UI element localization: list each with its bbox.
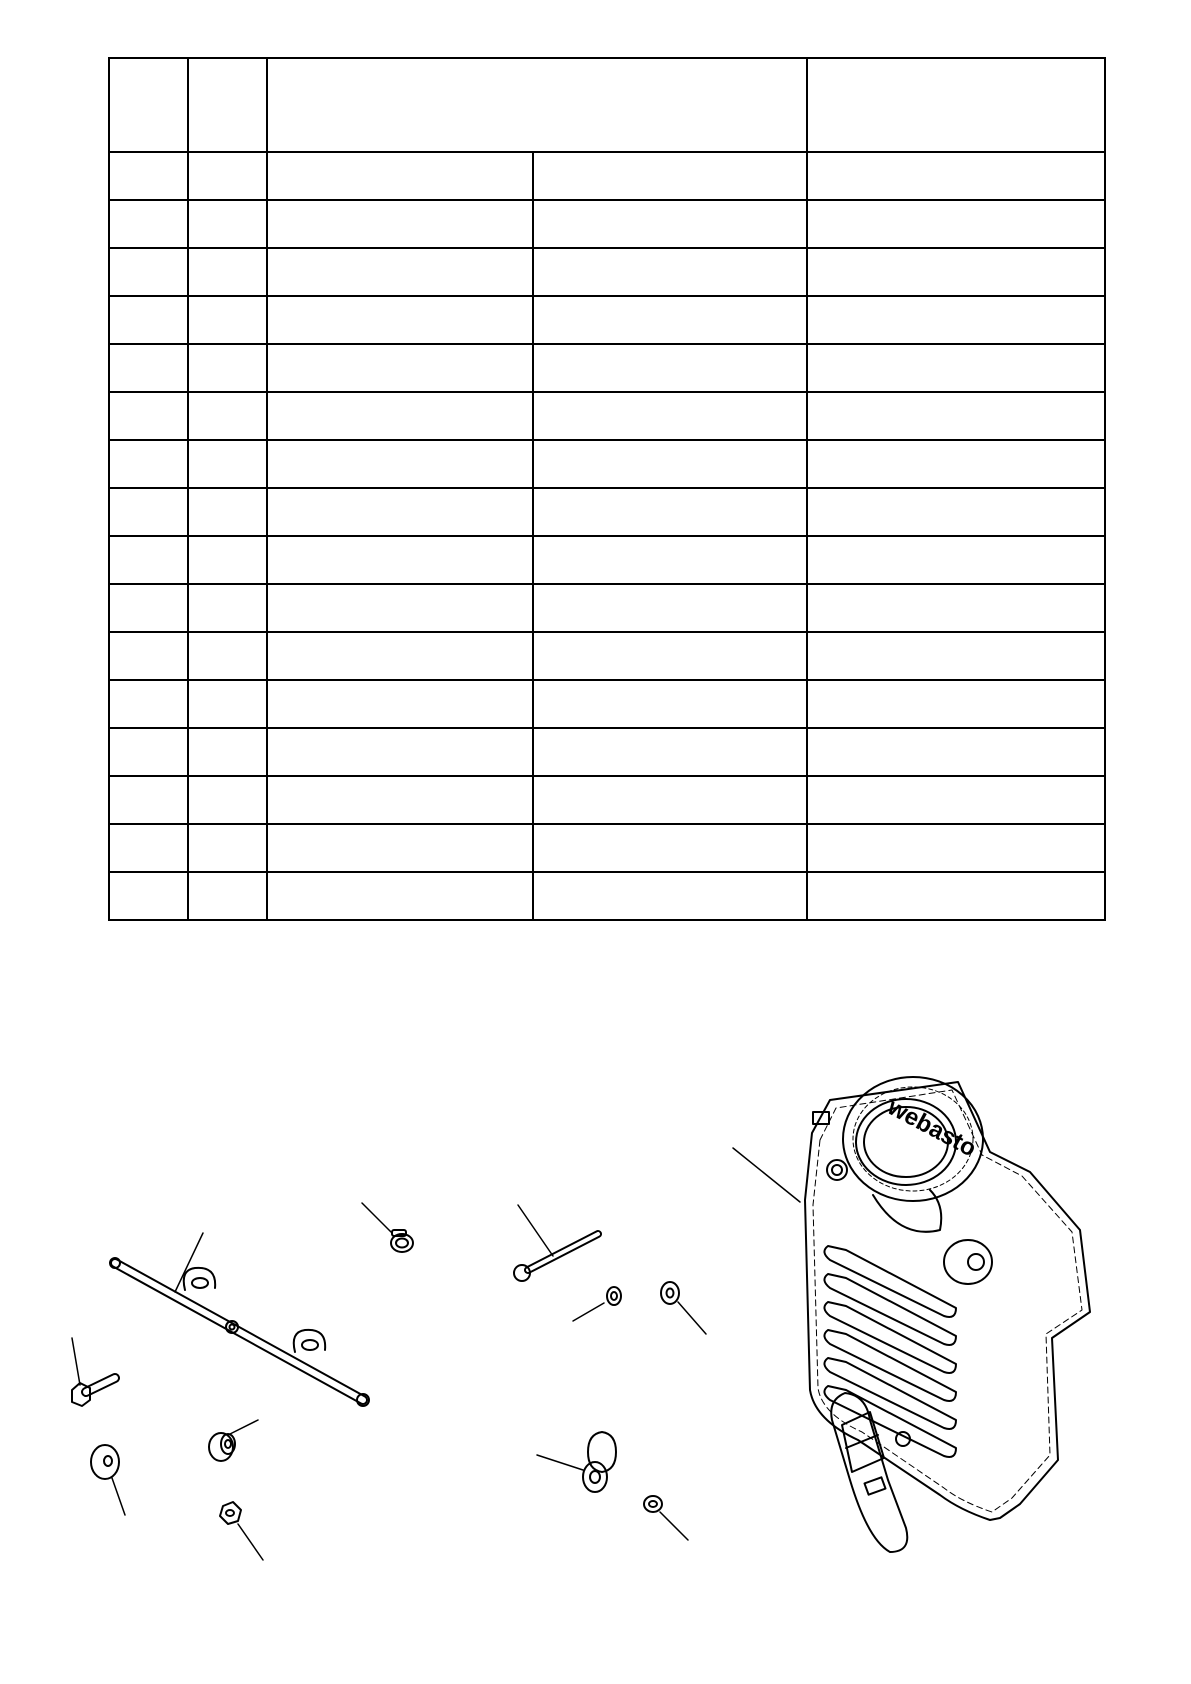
table-cell [188, 680, 267, 728]
table-cell [188, 488, 267, 536]
table-header-cell [267, 58, 807, 152]
rubber-mount-part [537, 1432, 616, 1492]
table-cell [188, 536, 267, 584]
table-cell [533, 344, 807, 392]
table-cell [109, 536, 188, 584]
table-cell [807, 536, 1105, 584]
table-cell [533, 248, 807, 296]
table-cell [188, 248, 267, 296]
table-cell [188, 344, 267, 392]
table-row [109, 488, 1105, 536]
table-row [109, 200, 1105, 248]
table-cell [188, 824, 267, 872]
table-cell [267, 440, 533, 488]
table-cell [533, 440, 807, 488]
table-cell [807, 824, 1105, 872]
table-cell [807, 344, 1105, 392]
table-cell [807, 392, 1105, 440]
table-cell [188, 776, 267, 824]
table-cell [267, 248, 533, 296]
table-cell [267, 632, 533, 680]
exploded-parts-illustration [0, 1000, 1191, 1640]
table-cell [109, 728, 188, 776]
table-cell [109, 872, 188, 920]
table-row [109, 872, 1105, 920]
table-cell [109, 776, 188, 824]
table-cell [188, 632, 267, 680]
table-row [109, 776, 1105, 824]
table-cell [267, 344, 533, 392]
table-cell [807, 152, 1105, 200]
table-cell [188, 584, 267, 632]
table-row [109, 680, 1105, 728]
table-cell [267, 536, 533, 584]
table-cell [109, 200, 188, 248]
pipe-bracket-part [110, 1233, 369, 1406]
table-cell [188, 392, 267, 440]
table-cell [267, 728, 533, 776]
table-cell [188, 296, 267, 344]
table-cell [109, 680, 188, 728]
table-cell [807, 680, 1105, 728]
table-cell [807, 632, 1105, 680]
table-cell [109, 344, 188, 392]
table-cell [533, 680, 807, 728]
table-row [109, 632, 1105, 680]
table-row [109, 536, 1105, 584]
table-cell [807, 872, 1105, 920]
table-row [109, 440, 1105, 488]
table-cell [267, 824, 533, 872]
table-header-row [109, 58, 1105, 152]
table-cell [267, 680, 533, 728]
flat-washer-left-part [91, 1445, 125, 1515]
table-cell [188, 872, 267, 920]
hose-clamp-part [362, 1203, 413, 1252]
table-row [109, 248, 1105, 296]
collar-bushing-part [209, 1420, 258, 1461]
table-cell [109, 488, 188, 536]
table-cell [188, 200, 267, 248]
tank-part [733, 1077, 1090, 1552]
table-cell [533, 872, 807, 920]
long-bolt-part [514, 1205, 598, 1281]
table-cell [109, 584, 188, 632]
table-cell [109, 152, 188, 200]
table-cell [109, 392, 188, 440]
flat-washer-right-part [661, 1282, 706, 1334]
brand-logo-text: webasto [883, 1093, 981, 1163]
table-row [109, 392, 1105, 440]
table-cell [533, 296, 807, 344]
table-row [109, 584, 1105, 632]
table-cell [267, 296, 533, 344]
table-cell [109, 632, 188, 680]
table-cell [533, 728, 807, 776]
parts-table [108, 57, 1106, 921]
table-cell [807, 488, 1105, 536]
table-cell [807, 200, 1105, 248]
table-row [109, 296, 1105, 344]
table-row [109, 344, 1105, 392]
table-cell [807, 776, 1105, 824]
table-cell [267, 392, 533, 440]
table-cell [267, 584, 533, 632]
table-cell [533, 152, 807, 200]
table-cell [188, 440, 267, 488]
table-header-cell [807, 58, 1105, 152]
table-cell [267, 488, 533, 536]
table-cell [807, 296, 1105, 344]
table-cell [533, 200, 807, 248]
table-cell [188, 728, 267, 776]
table-cell [267, 152, 533, 200]
table-header-cell [109, 58, 188, 152]
hex-nut-left-part [220, 1502, 263, 1560]
small-nut-right-part [644, 1496, 688, 1540]
table-cell [109, 824, 188, 872]
table-cell [533, 584, 807, 632]
table-row [109, 824, 1105, 872]
table-cell [533, 392, 807, 440]
table-cell [267, 872, 533, 920]
small-washer-part [573, 1287, 621, 1321]
table-cell [109, 248, 188, 296]
table-cell [533, 536, 807, 584]
table-cell [109, 440, 188, 488]
table-cell [533, 776, 807, 824]
table-cell [807, 248, 1105, 296]
table-row [109, 728, 1105, 776]
table-cell [109, 296, 188, 344]
table-cell [533, 632, 807, 680]
table-cell [533, 488, 807, 536]
table-cell [267, 200, 533, 248]
table-row [109, 152, 1105, 200]
hex-bolt-part [72, 1338, 115, 1406]
table-cell [533, 824, 807, 872]
table-cell [807, 728, 1105, 776]
table-cell [267, 776, 533, 824]
table-cell [807, 440, 1105, 488]
table-header-cell [188, 58, 267, 152]
table-cell [188, 152, 267, 200]
table-cell [807, 584, 1105, 632]
